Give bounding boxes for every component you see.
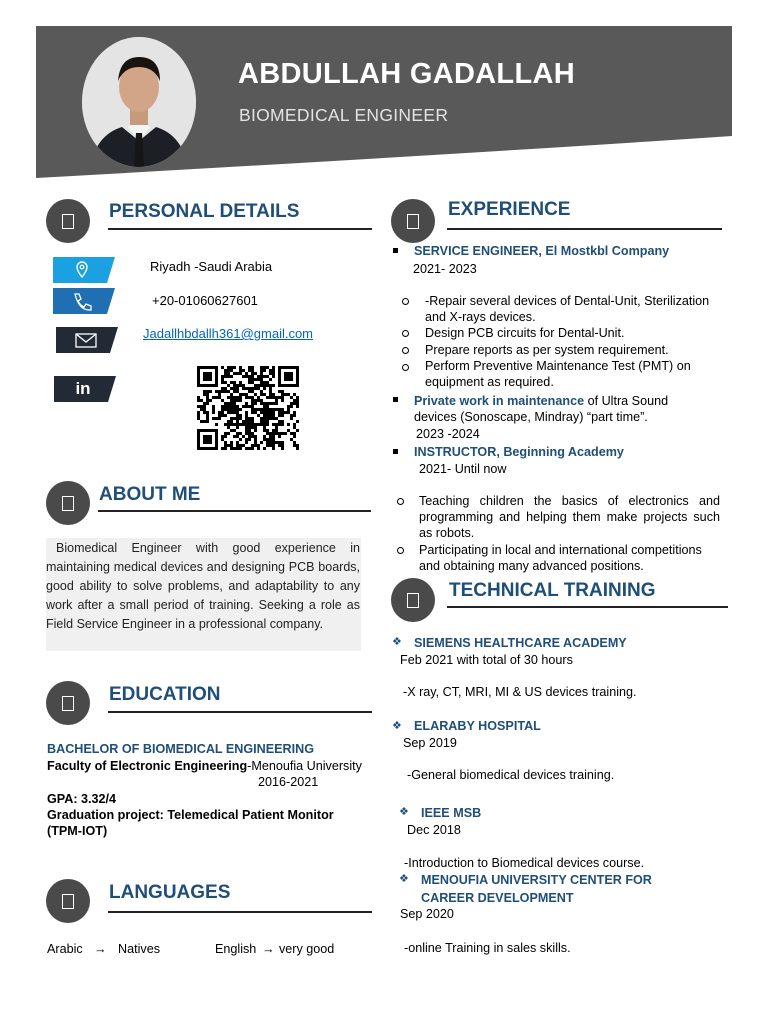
job2-title-rest: of Ultra Sound	[584, 394, 669, 408]
location-pin-icon	[53, 257, 111, 283]
job2-title: Private work in maintenance	[414, 394, 585, 408]
email-link[interactable]: Jadallhbdallh361@gmail.com	[143, 326, 314, 341]
bullet-circle	[402, 298, 409, 305]
graduation-project-line2: (TPM-IOT)	[47, 824, 108, 838]
language-arabic: Arabic	[47, 942, 83, 956]
university-name: -Menoufia University	[247, 759, 362, 773]
job1-dates: 2021- 2023	[413, 262, 477, 276]
experience-section-rule	[447, 228, 722, 230]
language-english: English	[215, 942, 257, 956]
education-section-title: EDUCATION	[109, 684, 221, 705]
job2-title-line2: devices (Sonoscape, Mindray) “part time”.	[414, 410, 648, 424]
about-section-title: ABOUT ME	[99, 484, 201, 505]
training-section-rule	[447, 606, 728, 608]
languages-section-icon	[46, 879, 90, 923]
languages-section-rule	[108, 911, 372, 913]
diamond-bullet-icon: ❖	[392, 636, 402, 648]
training2-date: Sep 2019	[403, 736, 457, 750]
graduation-project-line1: Graduation project: Telemedical Patient Monitor	[47, 808, 334, 822]
bullet-square	[393, 449, 398, 454]
training4-date: Sep 2020	[400, 907, 454, 921]
language-level-english: very good	[279, 942, 335, 956]
envelope-icon	[56, 327, 114, 353]
faculty-name: Faculty of Electronic Engineering	[47, 759, 248, 773]
training4-org: MENOUFIA UNIVERSITY CENTER FOR	[421, 873, 652, 887]
gpa: GPA: 3.32/4	[47, 792, 117, 806]
languages-section-title: LANGUAGES	[109, 882, 231, 903]
training4-org-line2: CAREER DEVELOPMENT	[421, 891, 574, 905]
training-section-icon	[391, 578, 435, 622]
personal-section-icon	[46, 199, 90, 243]
about-section-rule	[98, 510, 371, 512]
language-level-arabic: Natives	[118, 942, 160, 956]
job1-duty: Prepare reports as per system requirement.	[425, 343, 669, 357]
bullet-square	[393, 248, 398, 253]
qr-code[interactable]	[197, 366, 299, 450]
training1-desc: -X ray, CT, MRI, MI & US devices training.	[403, 685, 637, 699]
job2-title-line	[414, 393, 668, 409]
faculty-line	[47, 758, 362, 774]
linkedin-icon: in	[75, 379, 91, 398]
education-section-rule	[108, 711, 372, 713]
personal-section-title: PERSONAL DETAILS	[109, 201, 300, 222]
job1-duty: Design PCB circuits for Dental-Unit.	[425, 326, 625, 340]
training3-date: Dec 2018	[407, 823, 461, 837]
diamond-bullet-icon: ❖	[392, 720, 402, 732]
training3-desc: -Introduction to Biomedical devices course.	[404, 856, 645, 870]
job3-title: INSTRUCTOR, Beginning Academy	[414, 445, 624, 459]
bullet-circle	[402, 364, 409, 371]
experience-section-title: EXPERIENCE	[448, 199, 571, 220]
training2-desc: -General biomedical devices training.	[407, 768, 615, 782]
job1-duty: -Repair several devices of Dental-Unit, Sterilization and X-rays devices.	[425, 294, 710, 324]
personal-section-rule	[108, 228, 372, 230]
job1-duty: Perform Preventive Maintenance Test (PMT) on equipment as required.	[425, 359, 691, 389]
diamond-bullet-icon: ❖	[399, 873, 409, 885]
training1-org: SIEMENS HEALTHCARE ACADEMY	[414, 636, 627, 650]
education-section-icon	[46, 681, 90, 725]
diamond-bullet-icon: ❖	[399, 806, 409, 818]
phone-icon	[53, 288, 111, 314]
location-text: Riyadh -Saudi Arabia	[150, 259, 273, 274]
email-tag	[56, 327, 118, 353]
training4-desc: -online Training in sales skills.	[404, 941, 571, 955]
degree-title: BACHELOR OF BIOMEDICAL ENGINEERING	[47, 742, 315, 756]
language-arrow-english: →	[262, 942, 275, 956]
bullet-circle	[397, 547, 404, 554]
job3-duty: Teaching children the basics of electronics and programming and helping them make projects such as robots.	[419, 494, 720, 540]
training2-org: ELARABY HOSPITAL	[414, 719, 541, 733]
education-years: 2016-2021	[258, 775, 319, 789]
candidate-name: ABDULLAH GADALLAH	[238, 58, 575, 90]
bullet-circle	[402, 347, 409, 354]
training3-org: IEEE MSB	[421, 806, 482, 820]
linkedin-tag[interactable]	[54, 376, 116, 402]
bullet-circle	[397, 498, 404, 505]
language-arrow-arabic: →	[94, 942, 107, 956]
job2-dates: 2023 -2024	[416, 427, 480, 441]
about-text: Biomedical Engineer with good experience in maintaining medical devices and designing PCB boards, good ability to solve problems, and adaptability to any work after a small period of training. Seeking a role as Field Service Engineer in a professional company.	[46, 541, 360, 631]
phone-tag	[53, 288, 115, 314]
bullet-square	[393, 397, 398, 402]
job1-title: SERVICE ENGINEER, El Mostkbl Company	[414, 244, 670, 258]
phone-text: +20-01060627601	[152, 293, 258, 308]
profile-photo	[82, 37, 196, 167]
training1-date: Feb 2021 with total of 30 hours	[400, 653, 573, 667]
about-section-icon	[46, 481, 90, 525]
bullet-circle	[402, 330, 409, 337]
job3-dates: 2021- Until now	[419, 462, 507, 476]
experience-section-icon	[391, 199, 435, 243]
candidate-role: BIOMEDICAL ENGINEER	[239, 105, 449, 125]
training-section-title: TECHNICAL TRAINING	[449, 580, 656, 601]
job3-duty: Participating in local and international competitions and obtaining many advanced positions.	[419, 543, 702, 573]
location-tag	[53, 257, 115, 283]
